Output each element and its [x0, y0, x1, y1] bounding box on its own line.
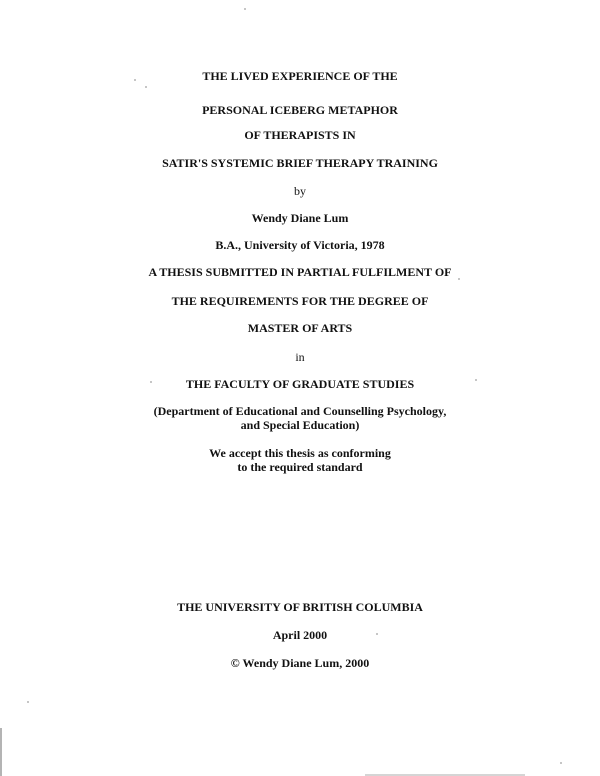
submission-line-2: THE REQUIREMENTS FOR THE DEGREE OF [171, 294, 429, 308]
department-line-2: and Special Education) [240, 418, 360, 432]
submission-date: April 2000 [272, 628, 328, 642]
copyright-line: © Wendy Diane Lum, 2000 [230, 656, 370, 670]
author-name: Wendy Diane Lum [251, 211, 349, 225]
acceptance-line-2: to the required standard [237, 460, 363, 474]
in-label: in [295, 350, 305, 364]
title-line-4: SATIR'S SYSTEMIC BRIEF THERAPY TRAINING [162, 156, 438, 170]
university-name: THE UNIVERSITY OF BRITISH COLUMBIA [177, 600, 423, 614]
scan-speck [134, 79, 136, 81]
title-line-3: OF THERAPISTS IN [244, 128, 356, 142]
scan-speck [150, 381, 152, 383]
acceptance-line-1: We accept this thesis as conforming [209, 446, 391, 460]
prior-degree: B.A., University of Victoria, 1978 [215, 238, 385, 252]
degree-name: MASTER OF ARTS [247, 321, 353, 335]
scan-speck [376, 633, 378, 635]
by-label: by [294, 184, 306, 198]
scan-speck [145, 86, 147, 88]
title-line-2: PERSONAL ICEBERG METAPHOR [202, 103, 398, 117]
title-line-1: THE LIVED EXPERIENCE OF THE [202, 69, 398, 83]
scan-speck [244, 8, 246, 10]
scan-speck [458, 278, 460, 280]
scan-speck [475, 379, 477, 381]
faculty-name: THE FACULTY OF GRADUATE STUDIES [185, 377, 415, 391]
department-line-1: (Department of Educational and Counselling Psychology, [153, 404, 447, 418]
scan-edge-mark [0, 728, 2, 776]
scan-speck [27, 701, 29, 703]
submission-line-1: A THESIS SUBMITTED IN PARTIAL FULFILMENT OF [148, 265, 452, 279]
scan-speck [560, 762, 562, 764]
